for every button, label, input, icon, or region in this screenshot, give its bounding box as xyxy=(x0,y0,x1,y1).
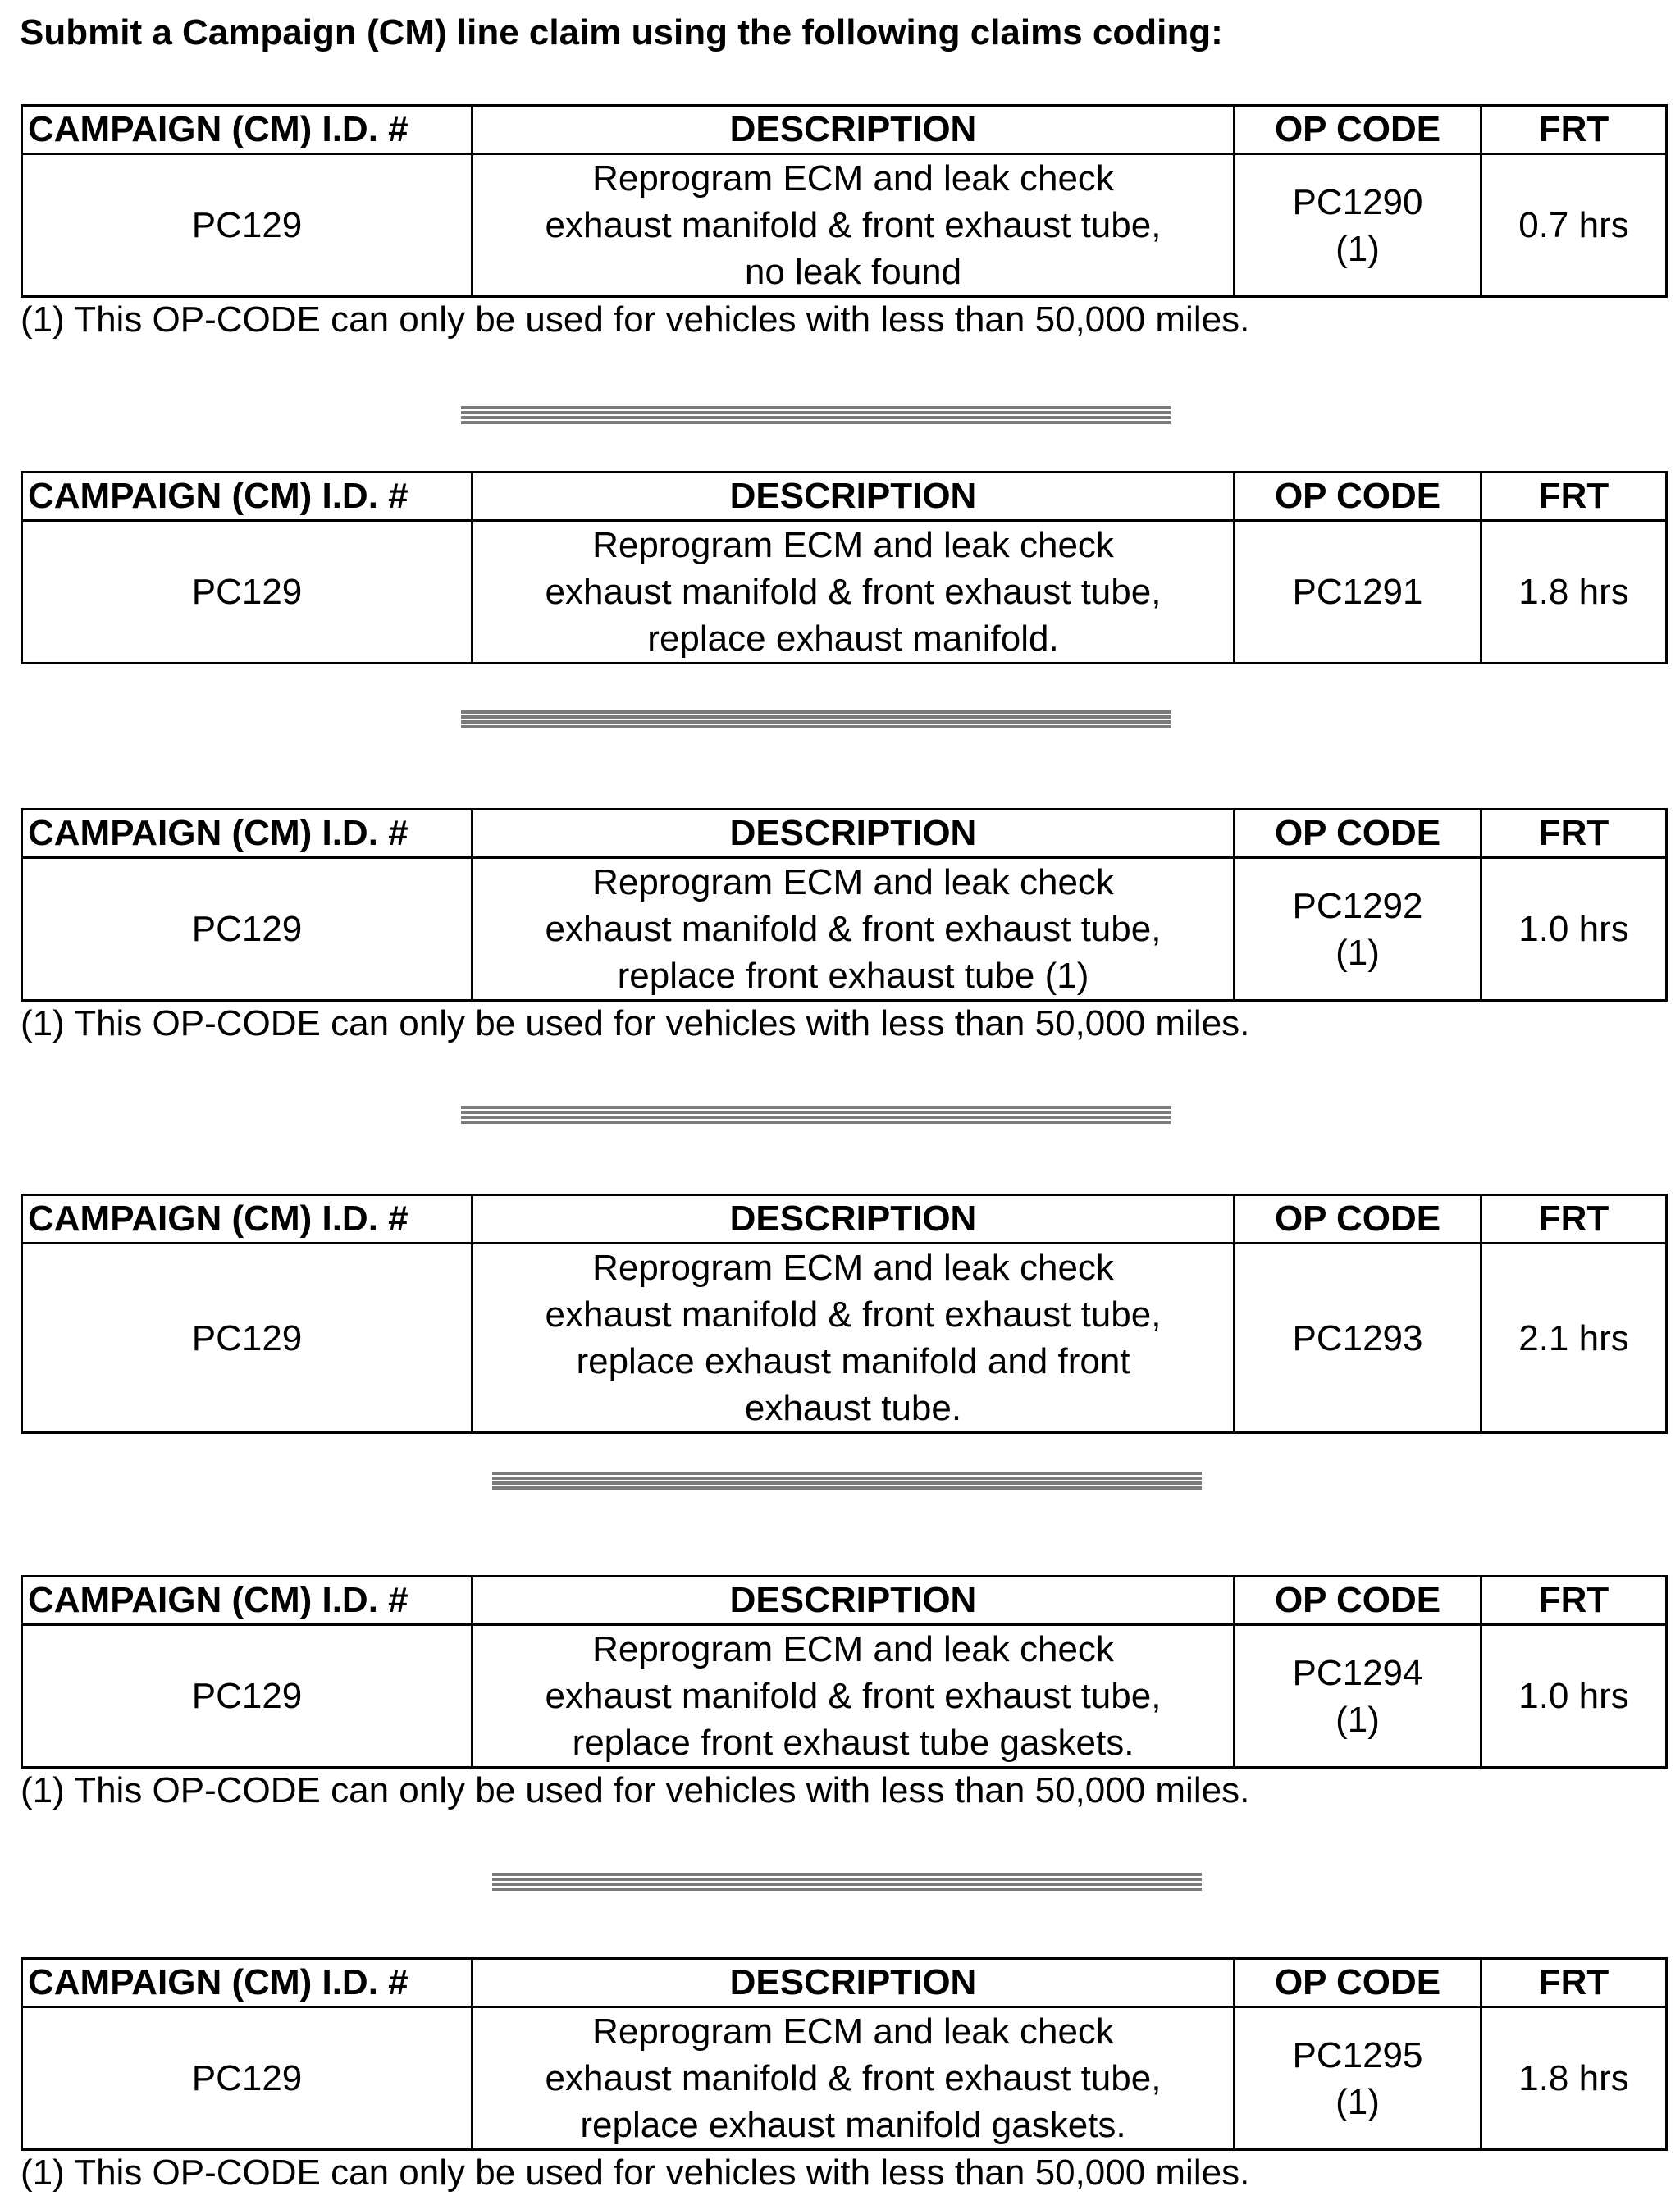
description-line: replace front exhaust tube (1) xyxy=(617,956,1089,996)
header-op-code: OP CODE xyxy=(1235,472,1481,521)
header-campaign-id: CAMPAIGN (CM) I.D. # xyxy=(22,1959,472,2007)
header-op-code: OP CODE xyxy=(1235,810,1481,858)
footnote: (1) This OP-CODE can only be used for vehicles with less than 50,000 miles. xyxy=(21,2152,1250,2193)
header-description: DESCRIPTION xyxy=(472,1577,1235,1625)
op-code: PC1293 xyxy=(1292,1317,1423,1358)
table-row xyxy=(22,1625,1667,1768)
description-line: exhaust manifold & front exhaust tube, xyxy=(545,1294,1162,1335)
table-header-row xyxy=(22,1195,1667,1244)
op-code: PC1295 xyxy=(1292,2034,1423,2075)
claim-block xyxy=(21,104,1655,342)
header-campaign-id: CAMPAIGN (CM) I.D. # xyxy=(22,472,472,521)
header-op-code: OP CODE xyxy=(1235,1577,1481,1625)
description-line: exhaust manifold & front exhaust tube, xyxy=(545,1676,1162,1716)
campaign-id-cell: PC129 xyxy=(22,1244,472,1433)
op-code: PC1290 xyxy=(1292,181,1423,222)
section-divider xyxy=(492,1873,1202,1892)
claim-table xyxy=(21,471,1668,664)
header-campaign-id: CAMPAIGN (CM) I.D. # xyxy=(22,810,472,858)
claim-block xyxy=(21,1194,1655,1434)
op-code-note: (1) xyxy=(1335,2081,1380,2122)
header-frt: FRT xyxy=(1481,1959,1667,2007)
description-line: exhaust manifold & front exhaust tube, xyxy=(545,2058,1162,2098)
page-heading: Submit a Campaign (CM) line claim using the following claims coding: xyxy=(20,12,1223,52)
campaign-id-cell: PC129 xyxy=(22,521,472,664)
header-op-code: OP CODE xyxy=(1235,1959,1481,2007)
header-op-code: OP CODE xyxy=(1235,106,1481,154)
frt-cell: 1.0 hrs xyxy=(1481,1625,1667,1768)
header-campaign-id: CAMPAIGN (CM) I.D. # xyxy=(22,106,472,154)
description-cell xyxy=(472,1625,1235,1768)
table-header-row xyxy=(22,472,1667,521)
table-row xyxy=(22,1244,1667,1433)
frt-cell: 1.0 hrs xyxy=(1481,858,1667,1001)
description-line: exhaust manifold & front exhaust tube, xyxy=(545,909,1162,949)
header-description: DESCRIPTION xyxy=(472,1195,1235,1244)
description-line: no leak found xyxy=(744,252,962,292)
frt-cell: 0.7 hrs xyxy=(1481,154,1667,297)
op-code: PC1291 xyxy=(1292,572,1423,612)
campaign-id-cell: PC129 xyxy=(22,1625,472,1768)
header-frt: FRT xyxy=(1481,1577,1667,1625)
description-line: Reprogram ECM and leak check xyxy=(592,158,1114,199)
table-header-row xyxy=(22,1577,1667,1625)
op-code-cell xyxy=(1235,1625,1481,1768)
op-code-note: (1) xyxy=(1335,1699,1380,1740)
section-divider xyxy=(461,1106,1171,1125)
claim-block xyxy=(21,1575,1655,1813)
header-campaign-id: CAMPAIGN (CM) I.D. # xyxy=(22,1195,472,1244)
description-line: exhaust manifold & front exhaust tube, xyxy=(545,205,1162,245)
claim-table xyxy=(21,104,1668,298)
description-line: replace front exhaust tube gaskets. xyxy=(572,1723,1134,1763)
claim-table xyxy=(21,808,1668,1002)
op-code: PC1294 xyxy=(1292,1652,1423,1693)
description-line: exhaust tube. xyxy=(744,1388,962,1428)
table-row xyxy=(22,521,1667,664)
description-cell xyxy=(472,2007,1235,2150)
description-line: Reprogram ECM and leak check xyxy=(592,2011,1114,2052)
header-op-code: OP CODE xyxy=(1235,1195,1481,1244)
frt-cell: 2.1 hrs xyxy=(1481,1244,1667,1433)
op-code-note: (1) xyxy=(1335,228,1380,269)
frt-cell: 1.8 hrs xyxy=(1481,2007,1667,2150)
op-code-cell xyxy=(1235,1244,1481,1433)
campaign-id-cell: PC129 xyxy=(22,2007,472,2150)
claim-table xyxy=(21,1957,1668,2151)
table-header-row xyxy=(22,1959,1667,2007)
op-code: PC1292 xyxy=(1292,885,1423,926)
description-line: replace exhaust manifold. xyxy=(647,619,1059,659)
description-line: Reprogram ECM and leak check xyxy=(592,1629,1114,1669)
description-line: exhaust manifold & front exhaust tube, xyxy=(545,572,1162,612)
description-line: replace exhaust manifold and front xyxy=(576,1341,1130,1381)
description-cell xyxy=(472,1244,1235,1433)
op-code-cell xyxy=(1235,521,1481,664)
table-header-row xyxy=(22,106,1667,154)
description-cell xyxy=(472,858,1235,1001)
footnote: (1) This OP-CODE can only be used for vehicles with less than 50,000 miles. xyxy=(21,299,1250,340)
campaign-id-cell: PC129 xyxy=(22,858,472,1001)
op-code-note: (1) xyxy=(1335,932,1380,973)
section-divider xyxy=(461,406,1171,426)
header-frt: FRT xyxy=(1481,472,1667,521)
campaign-id-cell: PC129 xyxy=(22,154,472,297)
description-line: replace exhaust manifold gaskets. xyxy=(580,2105,1126,2145)
description-cell xyxy=(472,521,1235,664)
header-frt: FRT xyxy=(1481,1195,1667,1244)
section-divider xyxy=(492,1472,1202,1491)
claim-table xyxy=(21,1194,1668,1434)
description-line: Reprogram ECM and leak check xyxy=(592,862,1114,902)
claim-block xyxy=(21,1957,1655,2195)
header-frt: FRT xyxy=(1481,106,1667,154)
claim-table xyxy=(21,1575,1668,1769)
claim-block xyxy=(21,471,1655,664)
description-line: Reprogram ECM and leak check xyxy=(592,1248,1114,1288)
header-description: DESCRIPTION xyxy=(472,472,1235,521)
op-code-cell xyxy=(1235,154,1481,297)
header-campaign-id: CAMPAIGN (CM) I.D. # xyxy=(22,1577,472,1625)
claim-block xyxy=(21,808,1655,1046)
header-description: DESCRIPTION xyxy=(472,810,1235,858)
header-description: DESCRIPTION xyxy=(472,1959,1235,2007)
frt-cell: 1.8 hrs xyxy=(1481,521,1667,664)
table-header-row xyxy=(22,810,1667,858)
footnote: (1) This OP-CODE can only be used for vehicles with less than 50,000 miles. xyxy=(21,1770,1250,1810)
section-divider xyxy=(461,710,1171,730)
footnote: (1) This OP-CODE can only be used for vehicles with less than 50,000 miles. xyxy=(21,1003,1250,1043)
description-line: Reprogram ECM and leak check xyxy=(592,525,1114,565)
op-code-cell xyxy=(1235,2007,1481,2150)
header-description: DESCRIPTION xyxy=(472,106,1235,154)
description-cell xyxy=(472,154,1235,297)
table-row xyxy=(22,858,1667,1001)
table-row xyxy=(22,2007,1667,2150)
table-row xyxy=(22,154,1667,297)
header-frt: FRT xyxy=(1481,810,1667,858)
op-code-cell xyxy=(1235,858,1481,1001)
